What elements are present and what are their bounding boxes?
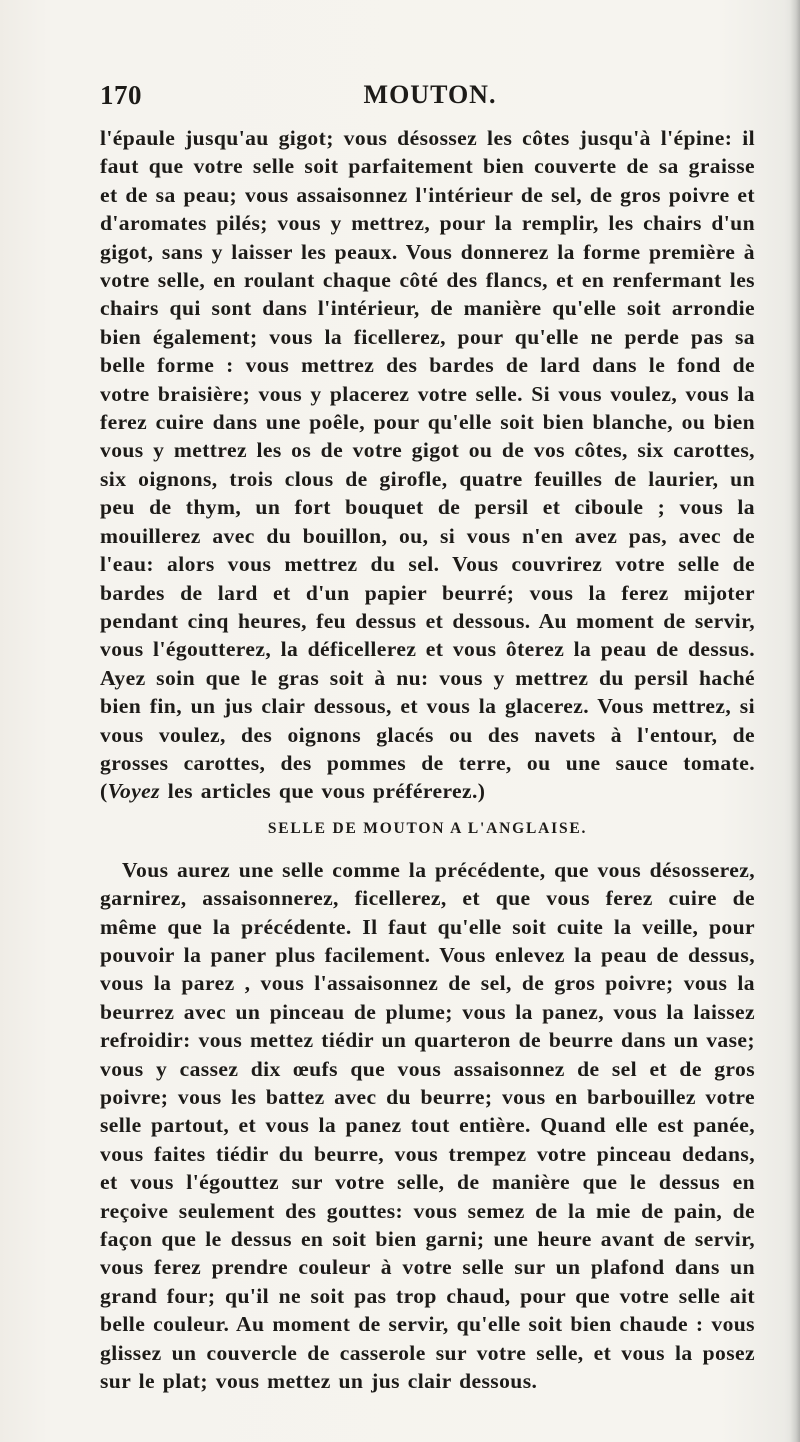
- page-header: [100, 80, 760, 116]
- italic-reference: Voyez: [107, 779, 160, 804]
- running-head: MOUTON.: [363, 80, 497, 109]
- paragraph-continued: [100, 124, 755, 806]
- paragraph-text-end: les articles que vous préférerez.): [159, 779, 486, 804]
- paragraph-text: l'épaule jusqu'au gigot; vous désossez les côtes jusqu'à l'épine: il faut que votre selle soit parfaitement bien couverte de sa graisse et de sa peau; vous assaisonnez l'intérieur de sel, de gros poivre et d'aromates pilés; vous y mettrez, pour la remplir, les chairs d'un gigot, sans y laisser les peaux. Vous donnerez la forme première à votre selle, en roulant chaque côté des flancs, et en renfermant les chairs qui sont dans l'intérieur, de manière qu'elle soit arrondie bien également; vous la ficellerez, pour qu'elle ne perde pas sa belle forme : vous mettrez des bardes de lard dans le fond de votre braisière; vous y placerez votre selle. Si vous voulez, vous la ferez cuire dans une poêle, pour qu'elle soit bien blanche, ou bien vous y mettrez les os de votre gigot ou de vos côtes, six carottes, six oignons, trois clous de girofle, quatre feuilles de laurier, un peu de thym, un fort bouquet de persil et ciboule ; vous la mouillerez avec du bouillon, ou, si vous n'en avez pas, avec de l'eau: alors vous mettrez du sel. Vous couvrirez votre selle de bardes de lard et d'un papier beurré; vous la ferez mijoter pendant cinq heures, feu dessus et dessous. Au moment de servir, vous l'égoutterez, la déficellerez et vous ôterez la peau de dessus. Ayez soin que le gras soit à nu: vous y mettrez du persil haché bien fin, un jus clair dessous, et vous la glacerez. Vous mettrez, si vous voulez, des oignons glacés ou des navets à l'entour, de grosses carottes, des pommes de terre, ou une sauce tomate. (: [100, 126, 755, 804]
- section-heading: SELLE DE MOUTON A L'ANGLAISE.: [267, 819, 588, 837]
- body-text: [100, 124, 755, 1395]
- page-edge-shadow: [790, 0, 800, 1442]
- page-number: 170: [100, 80, 142, 110]
- paragraph-recipe: Vous aurez une selle comme la précédente, que vous désosserez, garnirez, assaisonnerez, ficellerez, et que vous ferez cuire de même que la précédente. Il faut qu'elle soit cuite la veille, pour pouvoir la paner plus facilement. Vous enlevez la peau de dessus, vous la parez , vous l'assaisonnez de sel, de gros poivre; vous la beurrez avec un pinceau de plume; vous la panez, vous la laissez refroidir: vous mettez tiédir un quarteron de beurre dans un vase; vous y cassez dix œufs que vous assaisonnez de sel et de gros poivre; vous les battez avec du beurre; vous en barbouillez votre selle partout, et vous la panez tout entière. Quand elle est panée, vous faites tiédir du beurre, vous trempez votre pinceau dedans, et vous l'égouttez sur votre selle, de manière que le dessus en reçoive seulement des gouttes: vous semez de la mie de pain, de façon que le dessus en soit bien garni; une heure avant de servir, vous ferez prendre couleur à votre selle sur un plafond dans un grand four; qu'il ne soit pas trop chaud, pour que votre selle ait belle couleur. Au moment de servir, qu'elle soit bien chaude : vous glissez un couvercle de casserole sur votre selle, et vous la posez sur le plat; vous mettez un jus clair dessous.: [100, 857, 755, 1394]
